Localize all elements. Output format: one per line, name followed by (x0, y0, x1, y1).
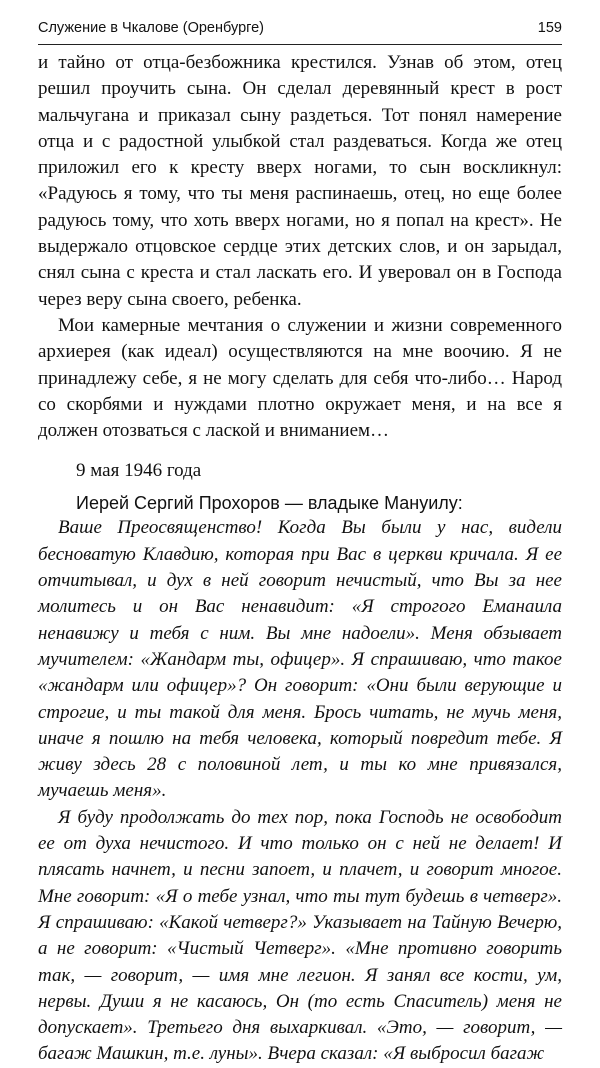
page-number: 159 (537, 20, 562, 36)
letter-salutation: Иерей Сергий Прохоров — владыке Мануилу: (76, 493, 463, 514)
running-header (38, 16, 562, 45)
paragraph-2: Мои камерные мечтания о служении и жизни современного архиерея (как идеал) осуществляются на мне воочию. Я не принадлежу себе, я не могу сделать для себя что-либо… Народ со скорбями и нуждами плотно окружает меня, и на все я должен отозваться с лаской и вниманием… (38, 314, 562, 442)
running-title: Служение в Чкалове (Оренбурге) (38, 20, 264, 36)
letter-paragraph-2: Я буду продолжать до тех пор, пока Господь не освободит ее от духа нечистого. И что только он с ней не делает! И плясать начнет, и песни запоет, и плачет, и говорит многое. Мне говорит: «Я о тебе узнал, что ты тут будешь в четверг». Я спрашиваю: «Какой четверг?» Указывает на Тайную Вечерю, а не говорит: «Чистый Четверг». «Мне противно говорить так, — говорит, — имя мне легион. Я занял все кости, ум, нервы. Души я не касаюсь, Он (то есть Спаситель) меня не допускает». Третьего дня выхаркивал. «Это, — говорит, — багаж Машкин, т.е. луны». Вчера сказал: «Я выбросил багаж (38, 806, 562, 1065)
page-body (38, 50, 562, 1068)
letter-body (38, 515, 562, 1067)
entry-date: 9 мая 1946 года (76, 460, 202, 482)
paragraph-1: и тайно от отца-безбожника крестился. Узнав об этом, отец решил проучить сына. Он сделал деревянный крест в рост мальчугана и приказал сыну раздеться. Тот понял намерение отца и с радостной улыбкой стал раздеваться. Когда же отец приложил его к кресту вверх ногами, то сын воскликнул: «Радуюсь я тому, что ты меня распинаешь, отец, но еще более радуюсь тому, что хоть вверх ногами, но я попал на крест». Не выдержало отцовское сердце этих детских слов, и он зарыдал, снял сына с креста и стал ласкать его. И уверовал он в Господа через веру сына своего, ребенка. (38, 52, 562, 310)
letter-paragraph-1: Ваше Преосвященство! Когда Вы были у нас, видели бесноватую Клавдию, которая при Вас в церкви кричала. Я ее отчитывал, и дух в ней говорит нечистый, что Вы за нее молитесь и он Вас ненавидит: «Я строгого Еманаила ненавижу и тебя с ним. Вы мне надоели». Меня обзывает мучителем: «Жандарм ты, офицер». Я спрашиваю, что такое «жандарм или офицер»? Он говорит: «Они были верующие и строгие, и ты такой для меня. Брось читать, не мучь меня, иначе я пошлю на тебя человека, который повредит тебе. Я живу здесь 28 с половиной лет, и ты ко мне привязался, мучаешь меня». (38, 517, 562, 802)
